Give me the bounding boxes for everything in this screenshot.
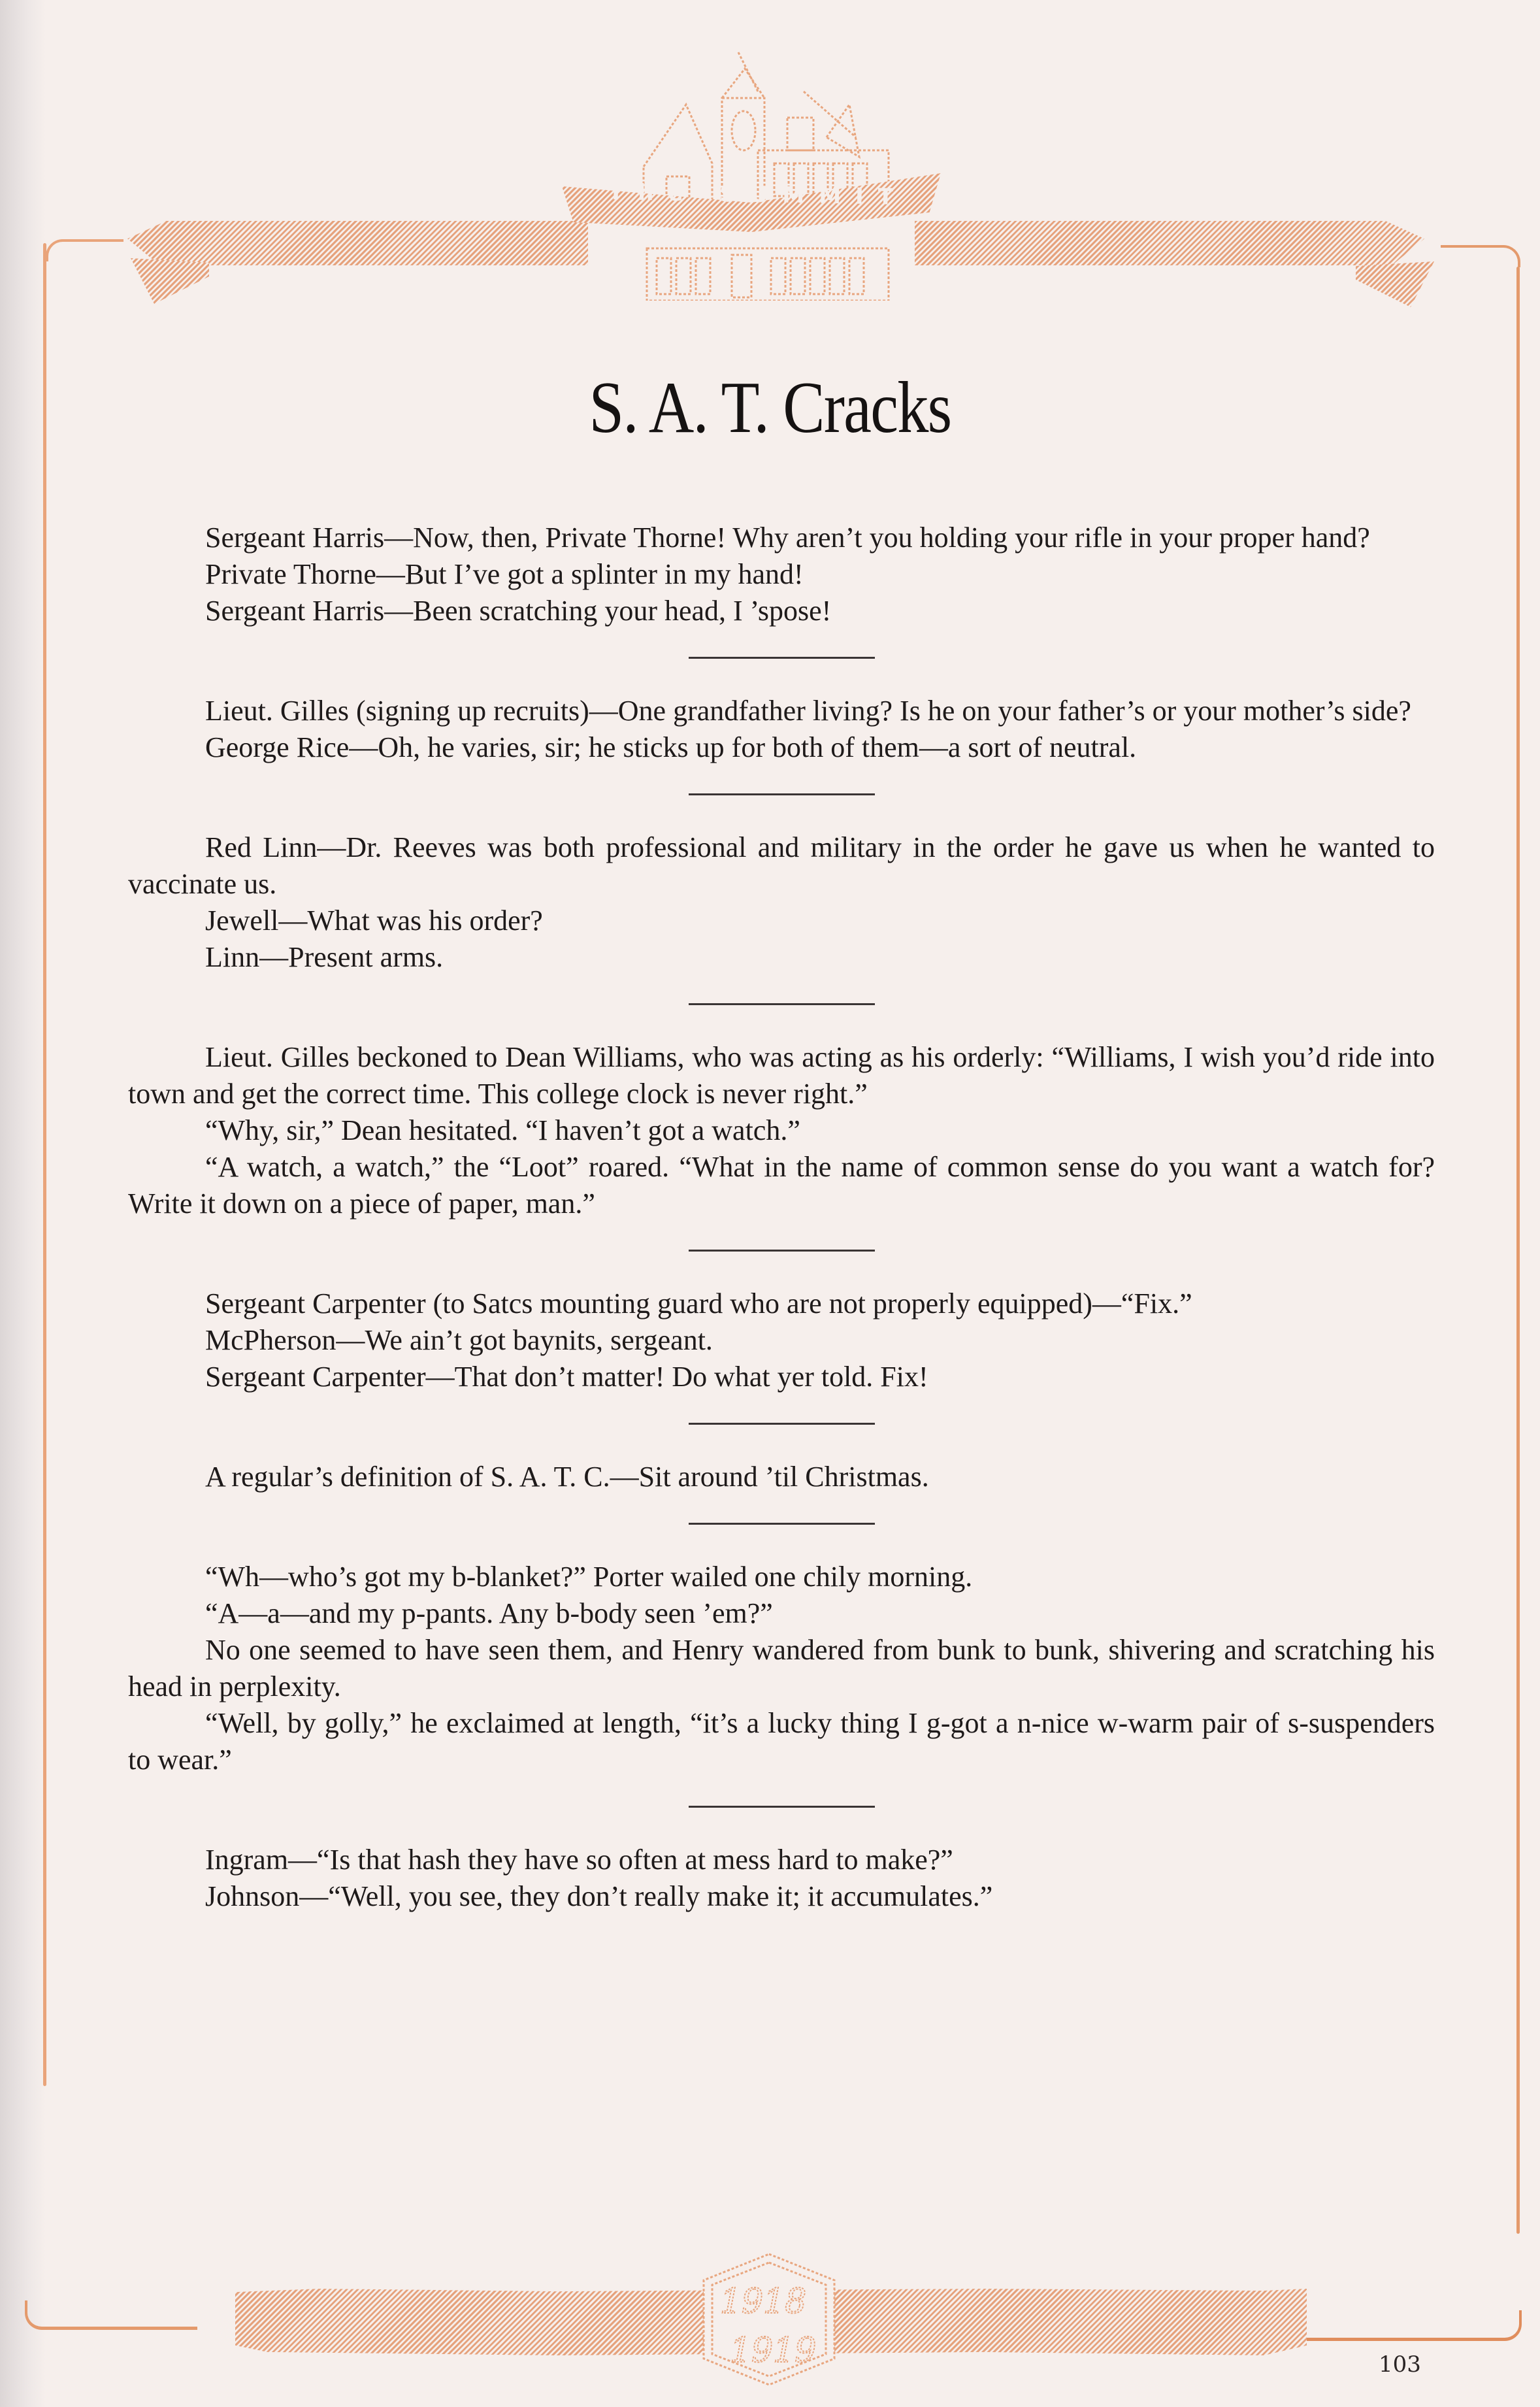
joke-block: [128, 1559, 1435, 1778]
joke-block: [128, 829, 1435, 976]
svg-text:1918: 1918: [720, 2282, 807, 2321]
summit-banner-text: The SUMMIT: [608, 179, 908, 210]
joke-paragraph: Johnson—“Well, you see, they don’t really make it; it accumulates.”: [205, 1880, 993, 1912]
section-separator: [689, 657, 875, 659]
joke-paragraph: Linn—Present arms.: [205, 941, 444, 973]
joke-block: [128, 1286, 1435, 1395]
border-frame-corner-top-right: [1441, 245, 1520, 267]
section-separator: [689, 1806, 875, 1808]
joke-paragraph: McPherson—We ain’t got baynits, sergeant.: [205, 1324, 713, 1356]
college-building-illustration: [588, 26, 915, 301]
section-separator: [689, 1423, 875, 1425]
joke-block: [128, 1039, 1435, 1222]
border-frame-corner-bottom-left: [25, 2300, 197, 2330]
section-separator: [689, 1250, 875, 1252]
joke-paragraph: Jewell—What was his order?: [205, 905, 543, 937]
section-separator: [689, 1523, 875, 1525]
joke-paragraph: “A—a—and my p-pants. Any b-body seen ’em?”: [205, 1597, 773, 1629]
joke-paragraph: Lieut. Gilles (signing up recruits)—One grandfather living? Is he on your father’s or your mother’s side?: [205, 695, 1411, 727]
border-frame-right: [1516, 267, 1520, 2234]
border-frame-left: [43, 243, 46, 2086]
joke-paragraph: “Well, by golly,” he exclaimed at length, “it’s a lucky thing I g-got a n-nice w-warm pair of s-suspenders to wear.”: [128, 1707, 1435, 1776]
joke-paragraph: Ingram—“Is that hash they have so often at mess hard to make?”: [205, 1844, 953, 1876]
page-gutter-shadow: [0, 0, 46, 2407]
joke-paragraph: “Wh—who’s got my b-blanket?” Porter wailed one chily morning.: [205, 1561, 973, 1593]
joke-paragraph: “Why, sir,” Dean hesitated. “I haven’t got a watch.”: [205, 1114, 800, 1146]
joke-paragraph: Lieut. Gilles beckoned to Dean Williams, who was acting as his orderly: “Williams, I wish you’d ride into town and get the correct time. This college clock is never right.”: [128, 1041, 1435, 1110]
joke-block: [128, 693, 1435, 766]
joke-paragraph: Sergeant Carpenter—That don’t matter! Do what yer told. Fix!: [205, 1361, 928, 1393]
border-frame-corner-bottom-right: [1303, 2310, 1522, 2341]
page-title: S. A. T. Cracks: [589, 367, 951, 448]
joke-block: [128, 1459, 1435, 1495]
joke-block: [128, 520, 1435, 629]
joke-paragraph: Private Thorne—But I’ve got a splinter in my hand!: [205, 558, 804, 590]
class-year-emblem-icon: [694, 2251, 844, 2388]
border-frame-corner-top-left: [46, 239, 123, 261]
header-band-fold-left: [131, 258, 209, 304]
joke-paragraph: No one seemed to have seen them, and Henry wandered from bunk to bunk, shivering and scratching his head in perplexity.: [128, 1634, 1435, 1702]
joke-paragraph: Sergeant Carpenter (to Satcs mounting guard who are not properly equipped)—“Fix.”: [205, 1287, 1192, 1320]
joke-paragraph: Red Linn—Dr. Reeves was both professional and military in the order he gave us when he wanted to vaccinate us.: [128, 831, 1435, 900]
joke-paragraph: “A watch, a watch,” the “Loot” roared. “What in the name of common sense do you want a watch for? Write it down on a piece of paper, man.”: [128, 1151, 1435, 1220]
joke-paragraph: Sergeant Harris—Been scratching your head, I ’spose!: [205, 595, 832, 627]
joke-paragraph: A regular’s definition of S. A. T. C.—Sit around ’til Christmas.: [205, 1461, 929, 1493]
joke-block: [128, 1842, 1435, 1915]
svg-text:1919: 1919: [730, 2331, 817, 2370]
header-band-fold-right: [1356, 261, 1434, 307]
jokes-content: [128, 520, 1435, 1915]
joke-paragraph: Sergeant Harris—Now, then, Private Thorne! Why aren’t you holding your rifle in your proper hand?: [205, 522, 1370, 554]
page-number: 103: [1379, 2351, 1421, 2378]
section-separator: [689, 1003, 875, 1005]
section-separator: [689, 793, 875, 795]
joke-paragraph: George Rice—Oh, he varies, sir; he sticks up for both of them—a sort of neutral.: [205, 731, 1137, 763]
